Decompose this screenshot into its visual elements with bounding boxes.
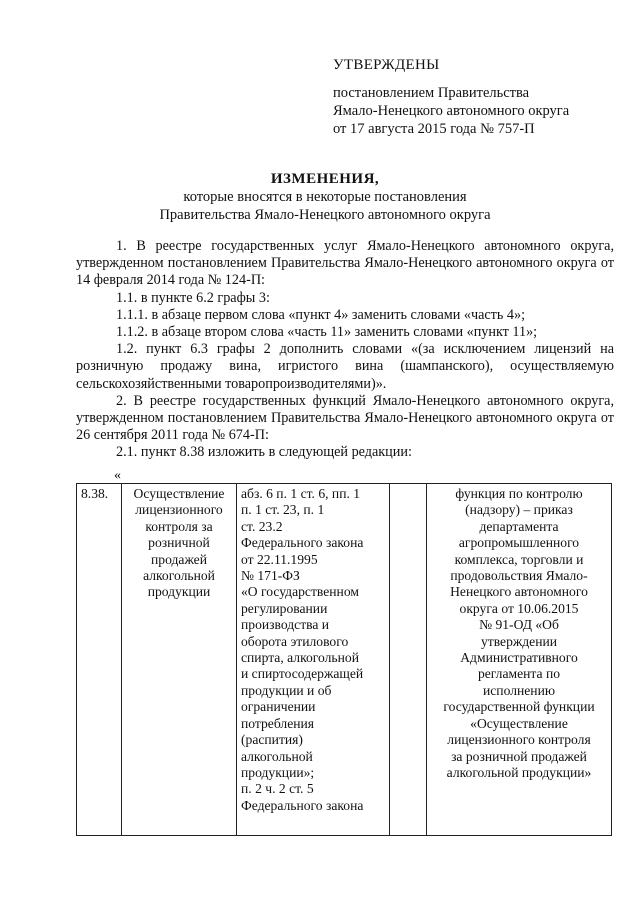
cell-line: комплекса, торговли и — [454, 551, 584, 567]
paragraph-2: 2. В реестре государственных функций Ямало-Ненецкого автономного округа, утвержденном постановлением Правительства Ямало-Ненецкого автономного округа от 26 сентября 2011 года № 674-П: — [76, 392, 614, 444]
approval-block — [333, 56, 623, 138]
cell-line: агропромышленного — [458, 535, 580, 551]
cell-line: Федерального закона — [241, 535, 364, 551]
cell-line: ограничении — [241, 699, 316, 715]
cell-line: государственной функции — [443, 699, 595, 715]
cell-regulation — [427, 484, 612, 836]
paragraph-2-1: 2.1. пункт 8.38 изложить в следующей редакции: — [116, 444, 412, 461]
approval-line-3: от 17 августа 2015 года № 757-П — [333, 121, 535, 137]
approval-heading: УТВЕРЖДЕНЫ — [333, 57, 440, 73]
cell-line: продажей — [151, 551, 207, 567]
cell-line: продукции — [147, 584, 211, 600]
cell-line: (распития) — [241, 732, 303, 748]
cell-line: № 91-ОД «Об — [479, 617, 559, 633]
cell-line: и спиртосодержащей — [241, 666, 364, 682]
table-row — [77, 484, 612, 836]
cell-line: алкогольной продукции» — [446, 764, 592, 780]
title-main: ИЗМЕНЕНИЯ, — [270, 171, 380, 187]
cell-line: Административного — [460, 650, 578, 666]
document-body — [76, 238, 614, 462]
cell-line: алкогольной — [143, 568, 215, 584]
cell-line: потребления — [241, 715, 315, 731]
cell-line: исполнению — [483, 682, 555, 698]
cell-line: «О государственном — [241, 584, 359, 600]
cell-line: Ненецкого автономного — [450, 584, 588, 600]
paragraph-1-2: 1.2. пункт 6.3 графы 2 дополнить словами «(за исключением лицензий на розничную продажу вина, игристого вина (шампанского), осуществляемую сельскохозяйственными товаропроизводителями)». — [76, 341, 614, 392]
cell-line: продовольствия Ямало- — [450, 568, 588, 584]
document-title — [60, 170, 590, 224]
cell-line: регулировании — [241, 600, 328, 616]
cell-line: лицензионного — [135, 502, 223, 518]
cell-line: департамента — [479, 518, 559, 534]
cell-line: алкогольной — [241, 748, 313, 764]
opening-quote: « — [114, 468, 121, 483]
cell-line: п. 1 ст. 23, п. 1 — [241, 502, 325, 518]
cell-line: контроля за — [145, 518, 213, 534]
cell-line: функция по контролю — [455, 486, 583, 501]
cell-line: производства и — [241, 617, 330, 633]
registry-table — [76, 483, 612, 836]
cell-line: оборота этилового — [241, 633, 349, 649]
paragraph-1: 1. В реестре государственных услуг Ямало-Ненецкого автономного округа, утвержденном постановлением Правительства Ямало-Ненецкого автономного округа от 14 февраля 2014 года № 124-П: — [76, 238, 614, 289]
title-sub-2: Правительства Ямало-Ненецкого автономного округа — [159, 207, 491, 223]
cell-line: абз. 6 п. 1 ст. 6, пп. 1 — [241, 486, 361, 501]
cell-line: утверждении — [480, 633, 558, 649]
approval-line-2: Ямало-Ненецкого автономного округа — [333, 103, 570, 119]
cell-line: округа от 10.06.2015 — [459, 600, 579, 616]
cell-line: (надзору) – приказ — [465, 502, 573, 518]
paragraph-1-1: 1.1. в пункте 6.2 графы 3: — [116, 289, 270, 306]
cell-line: спирта, алкогольной — [241, 650, 359, 666]
title-sub-1: которые вносятся в некоторые постановления — [183, 189, 467, 205]
cell-line: регламента по — [477, 666, 561, 682]
cell-line: «Осуществление — [470, 715, 568, 731]
cell-line: продукции и об — [241, 682, 332, 698]
cell-line: от 22.11.1995 — [241, 551, 318, 567]
cell-line: розничной — [148, 535, 210, 551]
cell-line: Федерального закона — [241, 797, 364, 813]
cell-line: за розничной продажей — [451, 748, 587, 764]
cell-empty — [390, 484, 427, 836]
cell-line: № 171-ФЗ — [241, 568, 300, 584]
cell-line: ст. 23.2 — [241, 518, 283, 534]
cell-line: п. 2 ч. 2 ст. 5 — [241, 781, 314, 797]
cell-number: 8.38. — [77, 484, 122, 836]
cell-function-name — [122, 484, 237, 836]
cell-line: продукции»; — [241, 764, 315, 780]
approval-line-1: постановлением Правительства — [333, 85, 530, 101]
cell-line: лицензионного контроля — [447, 732, 591, 748]
cell-legal-basis — [237, 484, 390, 836]
paragraph-1-1-2: 1.1.2. в абзаце втором слова «часть 11» заменить словами «пункт 11»; — [116, 324, 538, 341]
cell-line: Осуществление — [133, 486, 225, 501]
paragraph-1-1-1: 1.1.1. в абзаце первом слова «пункт 4» заменить словами «часть 4»; — [116, 306, 526, 323]
